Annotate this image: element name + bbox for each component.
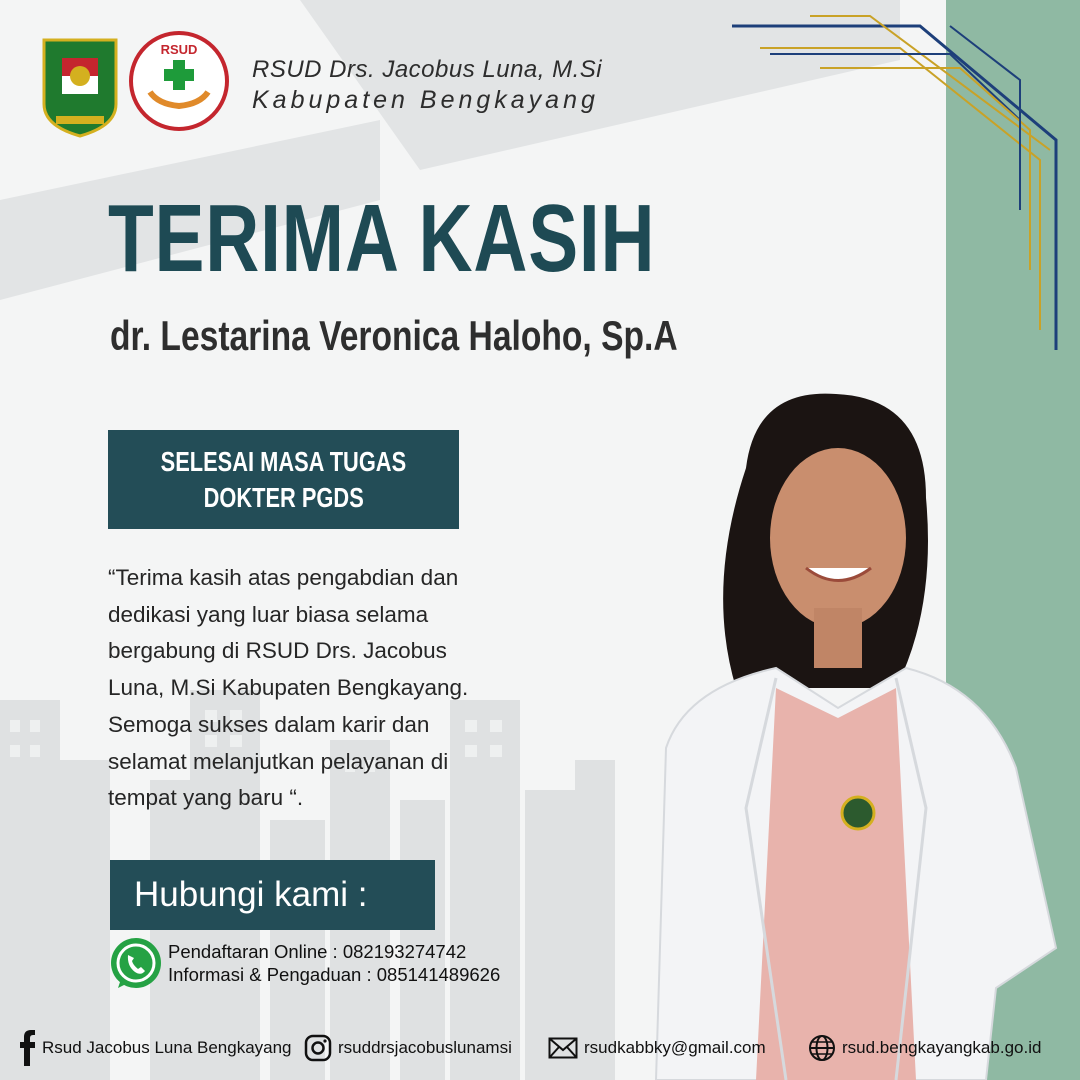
quote-line: tempat yang baru “. <box>108 785 304 811</box>
headline: TERIMA KASIH <box>108 185 656 292</box>
globe-icon <box>808 1034 836 1062</box>
doctor-photo <box>596 388 1066 1080</box>
email-label: rsudkabbky@gmail.com <box>584 1038 766 1057</box>
quote-line: bergabung di RSUD Drs. Jacobus <box>108 638 447 664</box>
mail-icon <box>548 1037 578 1059</box>
website-label: rsud.bengkayangkab.go.id <box>842 1038 1042 1057</box>
facebook-link[interactable] <box>18 1026 292 1070</box>
quote-line: Luna, M.Si Kabupaten Bengkayang. <box>108 675 469 701</box>
quote-line: selamat melanjutkan pelayanan di <box>108 748 449 774</box>
instagram-label: rsuddrsjacobuslunamsi <box>338 1038 512 1057</box>
duty-line-1: SELESAI MASA TUGAS <box>160 445 407 477</box>
duty-line-2: DOKTER PGDS <box>203 481 364 513</box>
complaints-phone[interactable]: Informasi & Pengaduan : 085141489626 <box>168 964 501 985</box>
thank-you-quote <box>108 560 538 817</box>
contact-title-box <box>110 860 435 930</box>
instagram-link[interactable] <box>304 1026 512 1070</box>
instagram-icon <box>304 1034 332 1062</box>
hospital-region: Kabupaten Bengkayang <box>252 86 599 114</box>
doctor-name: dr. Lestarina Veronica Haloho, Sp.A <box>110 312 678 359</box>
regency-emblem-icon <box>40 34 120 138</box>
email-link[interactable] <box>548 1026 766 1070</box>
registration-phone[interactable]: Pendaftaran Online : 082193274742 <box>168 941 467 962</box>
whatsapp-icon[interactable] <box>108 936 164 992</box>
hospital-logo-text: RSUD <box>160 42 198 57</box>
duty-banner <box>108 430 459 529</box>
quote-line: dedikasi yang luar biasa selama <box>108 601 429 627</box>
contact-title: Hubungi kami : <box>134 875 368 914</box>
facebook-icon <box>18 1030 36 1066</box>
hospital-logo-icon <box>128 30 230 132</box>
decorative-lines <box>720 10 1080 370</box>
footer-bar <box>0 1026 1080 1070</box>
facebook-label: Rsud Jacobus Luna Bengkayang <box>42 1038 292 1057</box>
quote-line: “Terima kasih atas pengabdian dan <box>108 565 459 590</box>
hospital-name: RSUD Drs. Jacobus Luna, M.Si <box>252 56 603 83</box>
quote-line: Semoga sukses dalam karir dan <box>108 711 430 737</box>
website-link[interactable] <box>808 1026 1041 1070</box>
